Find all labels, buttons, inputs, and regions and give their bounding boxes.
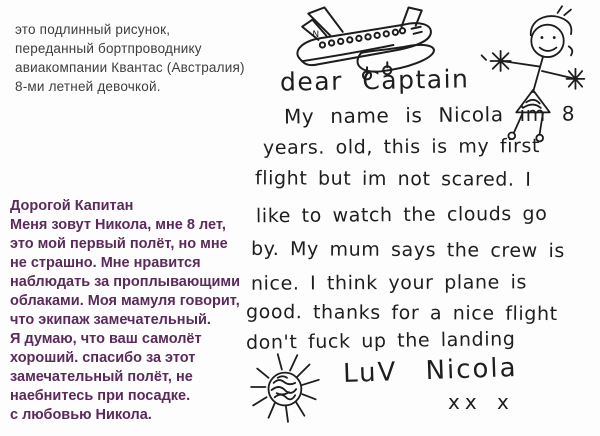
translation-line: с любовью Никола. <box>10 407 152 423</box>
translation-line: хороший. спасибо за этот <box>10 350 196 366</box>
letter-kisses: xx x <box>448 390 514 414</box>
translation-line: Дорогой Капитан <box>10 198 134 214</box>
letter-salutation: dear Captain <box>279 64 470 97</box>
translation-line: что экипаж замечательный. <box>10 312 211 328</box>
translation-line: не страшно. Мне нравится <box>10 255 201 271</box>
caption-line: это подлинный рисунок, <box>15 22 171 37</box>
sun-drawing-icon <box>251 346 325 428</box>
translation-line: Я думаю, что ваш самолёт <box>10 331 202 347</box>
russian-caption <box>15 20 260 96</box>
letter-line: by. My mum says the crew is <box>250 237 565 263</box>
letter-line: years. old, this is my first <box>262 135 541 159</box>
svg-text:N: N <box>312 29 320 40</box>
letter-line: My name is Nicola im 8 <box>283 101 576 129</box>
translation-line: Меня зовут Никола, мне 8 лет, <box>10 217 226 233</box>
caption-line: переданный бортпроводнику <box>15 41 202 56</box>
letter-line: don't fuck up the landing <box>245 328 516 354</box>
russian-translation <box>10 197 255 425</box>
caption-line: 8-ми летней девочкой. <box>15 79 161 94</box>
translation-line: наебнитесь при посадке. <box>10 388 191 404</box>
caption-line: авиакомпании Квантас (Австралия) <box>15 60 245 75</box>
translation-line: наблюдать за проплывающими <box>10 274 241 290</box>
letter-line: nice. I think your plane is <box>250 271 527 295</box>
translation-line: это мой первый полёт, но мне <box>10 236 228 252</box>
letter-line: flight but im not scared. I <box>254 167 532 191</box>
letter-line: good. thanks for a nice flight <box>245 300 558 326</box>
letter-line: like to watch the clouds go <box>255 202 548 228</box>
translation-line: облаками. Моя мамуля говорит, <box>10 293 240 309</box>
letter-signoff: LuV Nicola <box>342 352 519 390</box>
translation-line: замечательный полёт, не <box>10 369 193 385</box>
